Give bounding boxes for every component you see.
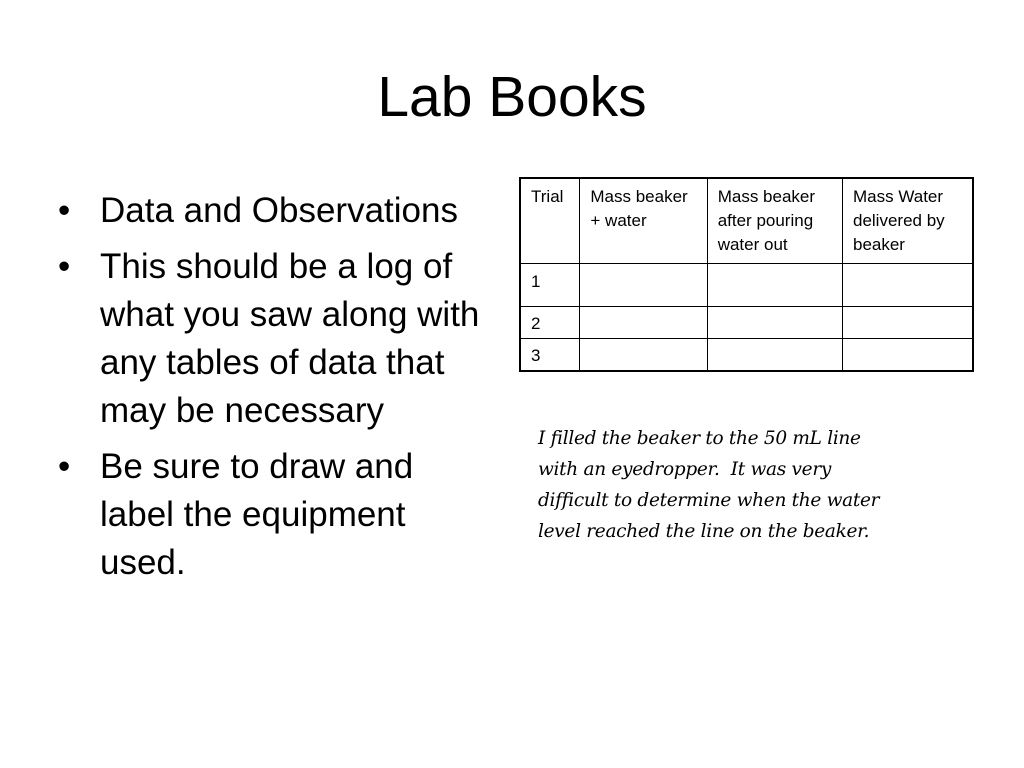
table-cell [707, 307, 842, 339]
table-header-row [520, 178, 973, 264]
table-header-cell: Mass beaker + water [580, 178, 707, 264]
note-line: difficult to determine when the water [538, 490, 880, 511]
table-row [520, 339, 973, 372]
bullet-item [58, 187, 488, 235]
table-cell: 1 [520, 264, 580, 307]
table-cell [580, 307, 707, 339]
bullet-icon: • [58, 247, 71, 286]
table-row [520, 307, 973, 339]
table-cell [707, 264, 842, 307]
data-table [519, 177, 974, 372]
note-line: I filled the beaker to the 50 mL line [538, 428, 861, 449]
table-cell [580, 264, 707, 307]
bullet-item [58, 243, 488, 435]
table-cell [707, 339, 842, 372]
bullet-text: Be sure to draw and label the equipment used. [100, 447, 414, 582]
note-line: level reached the line on the beaker. [538, 521, 870, 542]
bullet-text: This should be a log of what you saw along with any tables of data that may be necessary [100, 247, 480, 430]
table-cell: 2 [520, 307, 580, 339]
note-line: with an eyedropper. It was very [538, 459, 832, 480]
bullet-text: Data and Observations [100, 191, 458, 230]
table-row [520, 264, 973, 307]
handwritten-note [538, 423, 958, 547]
bullet-list [58, 187, 488, 595]
table-cell [842, 264, 973, 307]
bullet-item [58, 443, 488, 587]
table-header-cell: Trial [520, 178, 580, 264]
table-cell [580, 339, 707, 372]
table-cell [842, 339, 973, 372]
table-cell: 3 [520, 339, 580, 372]
slide-title: Lab Books [377, 65, 647, 129]
bullet-icon: • [58, 191, 71, 230]
bullet-icon: • [58, 447, 71, 486]
table-cell [842, 307, 973, 339]
table-header-cell: Mass Water delivered by beaker [842, 178, 973, 264]
table-header-cell: Mass beaker after pouring water out [707, 178, 842, 264]
